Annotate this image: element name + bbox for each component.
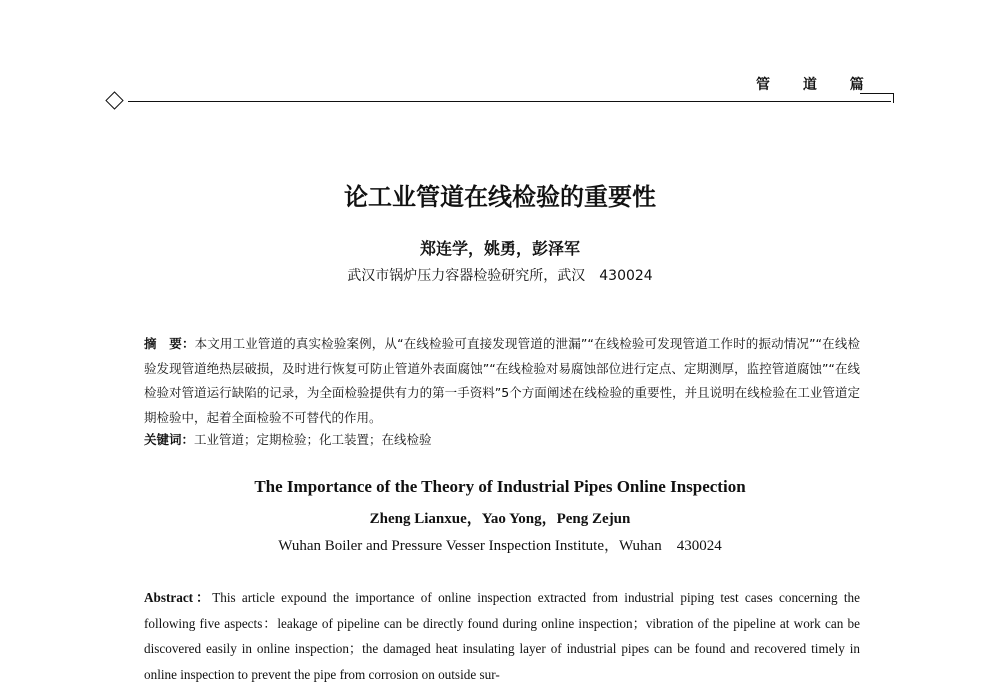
abstract-chinese-text: 本文用工业管道的真实检验案例，从“在线检验可直接发现管道的泄漏”“在线检验可发现管道工作时的振动情况”“在线检验发现管道绝热层破损，及时进行恢复可防止管道外表面腐蚀”“在线检验对易腐蚀部位进行定点、定期测厚，监控管道腐蚀”“在线检验对管道运行缺陷的记录，为全面检验提供有力的第一手资料”5个方面阐述在线检验的重要性，并且说明在线检验在工业管道定期检验中，起着全面检验不可替代的作用。: [144, 336, 860, 425]
keywords-chinese-label: 关键词：: [144, 432, 195, 447]
authors-chinese: 郑连学，姚勇，彭泽军: [419, 239, 580, 258]
abstract-chinese-label: 摘 要：: [144, 336, 195, 351]
affiliation-chinese: 武汉市锅炉压力容器检验研究所，武汉 430024: [347, 268, 653, 284]
authors-english: Zheng Lianxue，Yao Yong，Peng Zejun: [369, 511, 631, 527]
abstract-english-label: Abstract：: [144, 590, 213, 605]
running-header-section-label: 管 道 篇: [756, 77, 878, 93]
keywords-chinese-text: 工业管道；定期检验；化工装置；在线检验: [194, 432, 432, 447]
header-rule: [128, 101, 891, 102]
abstract-english: [144, 585, 860, 687]
article-title-english: The Importance of the Theory of Industrial Pipes Online Inspection: [254, 477, 746, 496]
abstract-english-text: This article expound the importance of online inspection extracted from industrial piping test cases concerning the following five aspects：leakage of pipeline can be directly found during online inspection；vibration of the pipeline at work can be discovered easily in online inspection；the damaged heat insulating layer of industrial pipes can be found and recovered timely in online inspection to prevent the pipe from corrosion on outside sur-: [144, 590, 860, 682]
diamond-ornament-icon: [105, 91, 123, 109]
article-title-chinese: 论工业管道在线检验的重要性: [344, 183, 656, 211]
keywords-chinese: [144, 430, 432, 448]
header-tab-bracket: [860, 93, 894, 103]
abstract-chinese: [144, 332, 860, 430]
affiliation-english: Wuhan Boiler and Pressure Vesser Inspection Institute，Wuhan 430024: [278, 538, 722, 554]
